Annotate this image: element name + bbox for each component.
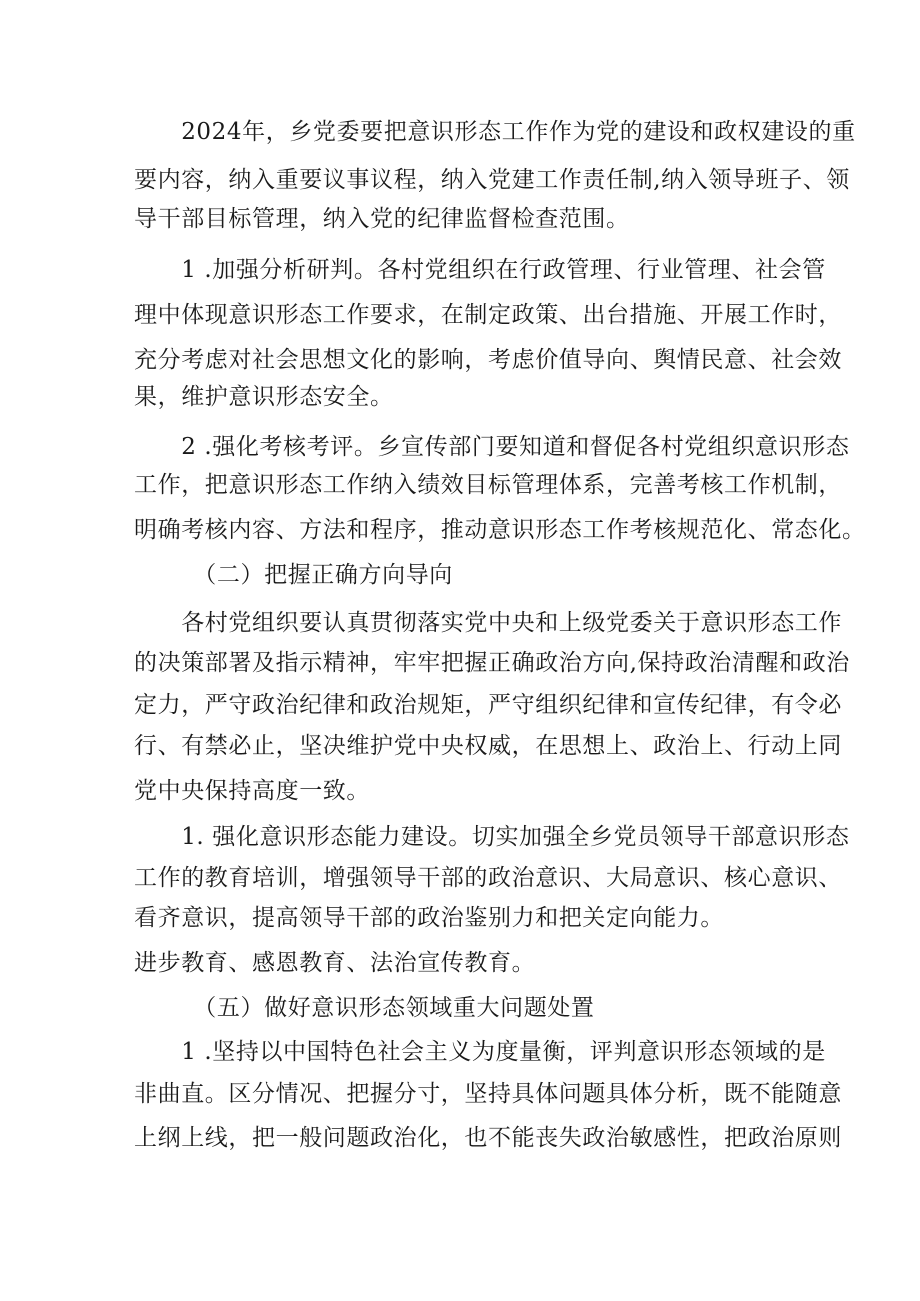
text-line: 非曲直。区分情况、把握分寸，坚持具体问题具体分析，既不能随意 <box>134 1081 842 1107</box>
text-line: 要内容，纳入重要议事议程，纳入党建工作责任制,纳入领导班子、领 <box>134 167 850 193</box>
text-line: 导干部目标管理，纳入党的纪律监督检查范围。 <box>134 206 630 232</box>
text-line: 充分考虑对社会思想文化的影响，考虑价值导向、舆情民意、社会效 <box>134 347 842 373</box>
text-line: 2 .强化考核考评。乡宣传部门要知道和督促各村党组织意识形态 <box>134 434 850 460</box>
text-line: 1. 强化意识形态能力建设。切实加强全乡党员领导干部意识形态 <box>134 824 850 850</box>
text-line: 上纲上线，把一般问题政治化，也不能丧失政治敏感性，把政治原则 <box>134 1125 842 1151</box>
text-line: 1 .加强分析研判。各村党组织在行政管理、行业管理、社会管 <box>134 257 826 283</box>
text-line: 行、有禁必止，坚决维护党中央权威，在思想上、政治上、行动上同 <box>134 733 842 759</box>
text-line: 1 .坚持以中国特色社会主义为度量衡，评判意识形态领域的是 <box>134 1039 826 1065</box>
text-line: 工作的教育培训，增强领导干部的政治意识、大局意识、核心意识、 <box>134 865 842 891</box>
section-heading: （五）做好意识形态领域重大问题处置 <box>134 995 595 1021</box>
text-line: 果，维护意识形态安全。 <box>134 384 394 410</box>
text-line: 理中体现意识形态工作要求，在制定政策、出台措施、开展工作时， <box>134 302 842 328</box>
text-line: 明确考核内容、方法和程序，推动意识形态工作考核规范化、常态化。 <box>134 517 866 543</box>
text-line: 的决策部署及指示精神，牢牢把握正确政治方向,保持政治清醒和政治 <box>134 650 850 676</box>
text-line: 党中央保持高度一致。 <box>134 778 370 804</box>
text-line: 各村党组织要认真贯彻落实党中央和上级党委关于意识形态工作 <box>134 610 842 636</box>
text-line: 工作，把意识形态工作纳入绩效目标管理体系，完善考核工作机制， <box>134 472 842 498</box>
text-line: 定力，严守政治纪律和政治规矩，严守组织纪律和宣传纪律，有令必 <box>134 692 842 718</box>
text-line: 看齐意识，提高领导干部的政治鉴别力和把关定向能力。 <box>134 905 724 931</box>
text-line: 2024年，乡党委要把意识形态工作作为党的建设和政权建设的重 <box>134 119 856 145</box>
section-heading: （二）把握正确方向导向 <box>134 562 453 588</box>
text-line: 进步教育、感恩教育、法治宣传教育。 <box>134 950 536 976</box>
